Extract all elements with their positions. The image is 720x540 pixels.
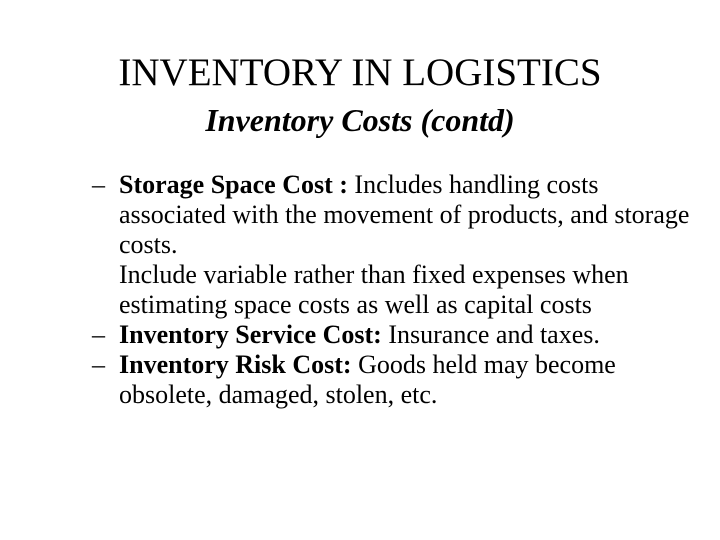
bullet-term: Inventory Risk Cost: (119, 350, 352, 379)
bullet-text: Goods held may become obsolete, damaged, stolen, etc. (119, 350, 616, 409)
bullet-text: Includes handling costs associated with the movement of products, and storage costs. (119, 170, 690, 259)
bullet-text: Insurance and taxes. (381, 320, 600, 349)
bullet-term: Storage Space Cost : (119, 170, 348, 199)
bullet-note: Include variable rather than fixed expenses when estimating space costs as well as capital costs (119, 260, 629, 319)
bullet-dash: – (92, 170, 105, 199)
bullet-dash: – (92, 350, 105, 379)
bullet-item-storage-space-cost (92, 170, 692, 260)
bullet-item-inventory-risk-cost (92, 350, 692, 410)
bullet-item-inventory-service-cost (92, 320, 692, 350)
slide-title: INVENTORY IN LOGISTICS (118, 51, 602, 94)
bullet-term: Inventory Service Cost: (119, 320, 382, 349)
slide-subtitle: Inventory Costs (contd) (205, 102, 515, 138)
bullet-list (92, 170, 692, 410)
bullet-dash: – (92, 320, 105, 349)
